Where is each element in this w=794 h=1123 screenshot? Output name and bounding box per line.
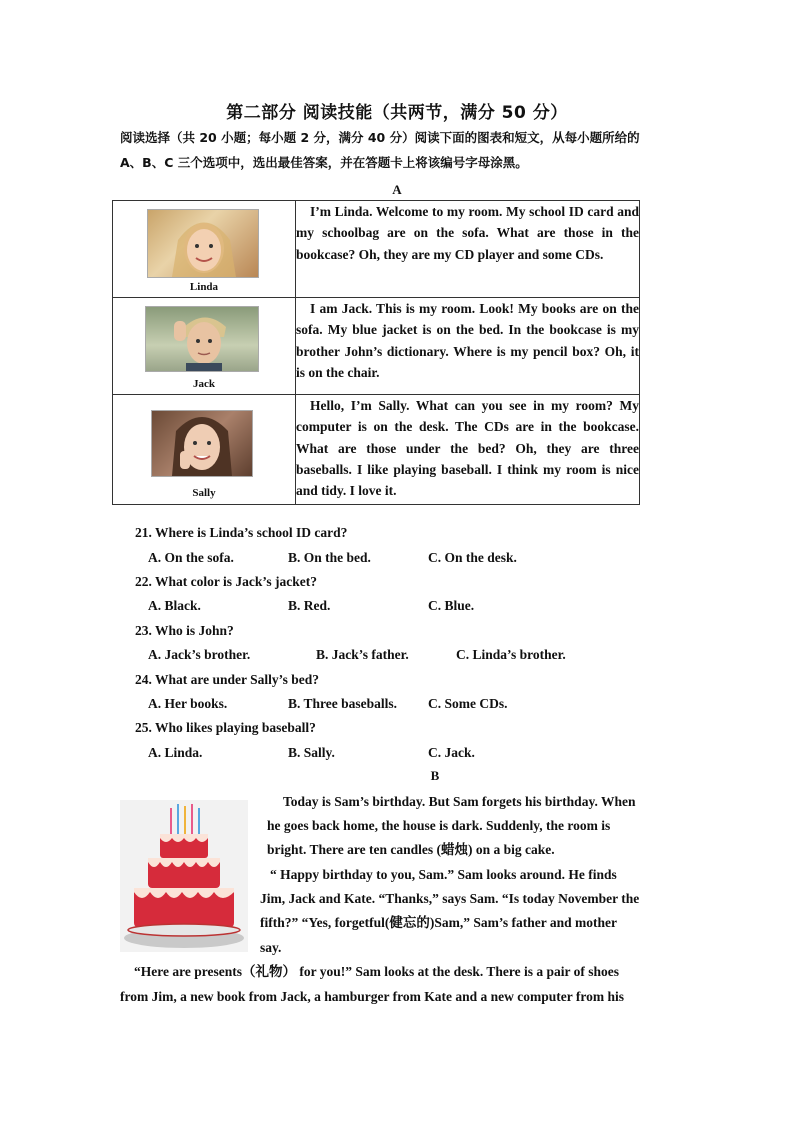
- profile-text: I’m Linda. Welcome to my room. My school ID card and my schoolbag are on the sofa. What are those in the bookcase? Oh, they are my CD player and some CDs.: [296, 201, 640, 298]
- question-23: 23. Who is John?: [135, 623, 234, 638]
- option-25-b: B. Sally.: [288, 745, 335, 760]
- jack-photo: [145, 306, 259, 372]
- instructions-line-1: 阅读选择（共 20 小题；每小题 2 分，满分 40 分）阅读下面的图表和短文，从每小题所给的: [120, 130, 640, 145]
- passage-b-line: say.: [260, 940, 282, 955]
- person-name: Jack: [193, 378, 215, 390]
- option-21-b: B. On the bed.: [288, 550, 371, 565]
- question-25: 25. Who likes playing baseball?: [135, 720, 316, 735]
- profile-text: Hello, I’m Sally. What can you see in my room? My computer is on the desk. The CDs are in the bookcase. What are those under the bed? Oh, they are three baseballs. I like playing baseball. I think my room is nice and tidy. I love it.: [296, 395, 640, 505]
- passage-b-line: bright. There are ten candles (蜡烛) on a big cake.: [267, 842, 555, 857]
- option-24-a: A. Her books.: [148, 696, 228, 711]
- passage-b-line: Jim, Jack and Kate. “Thanks,” says Sam. “Is today November the: [260, 891, 640, 906]
- birthday-cake-image: [120, 800, 248, 952]
- option-23-b: B. Jack’s father.: [316, 647, 409, 662]
- person-name: Sally: [192, 487, 216, 499]
- passage-b-line: Today is Sam’s birthday. But Sam forgets his birthday. When: [283, 794, 636, 809]
- passage-b-line: “Here are presents（礼物） for you!” Sam looks at the desk. There is a pair of shoes: [134, 964, 620, 979]
- option-23-c: C. Linda’s brother.: [456, 647, 566, 662]
- option-21-a: A. On the sofa.: [148, 550, 234, 565]
- photo-cell: [113, 395, 296, 505]
- photo-cell: [113, 201, 296, 298]
- passage-b-line: fifth?” “Yes, forgetful(健忘的)Sam,” Sam’s father and mother: [260, 915, 617, 930]
- profile-text: I am Jack. This is my room. Look! My books are on the sofa. My blue jacket is on the bed. In the bookcase is my brother John’s dictionary. Where is my pencil box? Oh, it is on the chair.: [296, 298, 640, 395]
- table-row: [113, 298, 640, 395]
- table-row: [113, 201, 640, 298]
- option-25-c: C. Jack.: [428, 745, 475, 760]
- linda-photo: [147, 209, 259, 278]
- passage-b-line: from Jim, a new book from Jack, a hamburger from Kate and a new computer from his: [120, 989, 624, 1004]
- question-24: 24. What are under Sally’s bed?: [135, 672, 320, 687]
- option-22-b: B. Red.: [288, 598, 331, 613]
- option-23-a: A. Jack’s brother.: [148, 647, 251, 662]
- profile-table: [112, 200, 640, 505]
- photo-cell: [113, 298, 296, 395]
- section-a-label: A: [392, 182, 402, 197]
- passage-b-line: he goes back home, the house is dark. Suddenly, the room is: [267, 818, 611, 833]
- option-24-b: B. Three baseballs.: [288, 696, 398, 711]
- option-25-a: A. Linda.: [148, 745, 203, 760]
- question-21: 21. Where is Linda’s school ID card?: [135, 525, 348, 540]
- instructions-line-2: A、B、C 三个选项中，选出最佳答案，并在答题卡上将该编号字母涂黑。: [120, 155, 528, 170]
- option-22-c: C. Blue.: [428, 598, 475, 613]
- person-name: Linda: [189, 281, 219, 293]
- question-22: 22. What color is Jack’s jacket?: [135, 574, 317, 589]
- section-title: 第二部分 阅读技能（共两节，满分 50 分）: [226, 103, 568, 123]
- section-b-label: B: [430, 768, 440, 783]
- sally-photo: [151, 410, 253, 477]
- table-row: [113, 395, 640, 505]
- option-24-c: C. Some CDs.: [428, 696, 508, 711]
- passage-b-line: “ Happy birthday to you, Sam.” Sam looks around. He finds: [270, 867, 617, 882]
- option-22-a: A. Black.: [148, 598, 201, 613]
- option-21-c: C. On the desk.: [428, 550, 517, 565]
